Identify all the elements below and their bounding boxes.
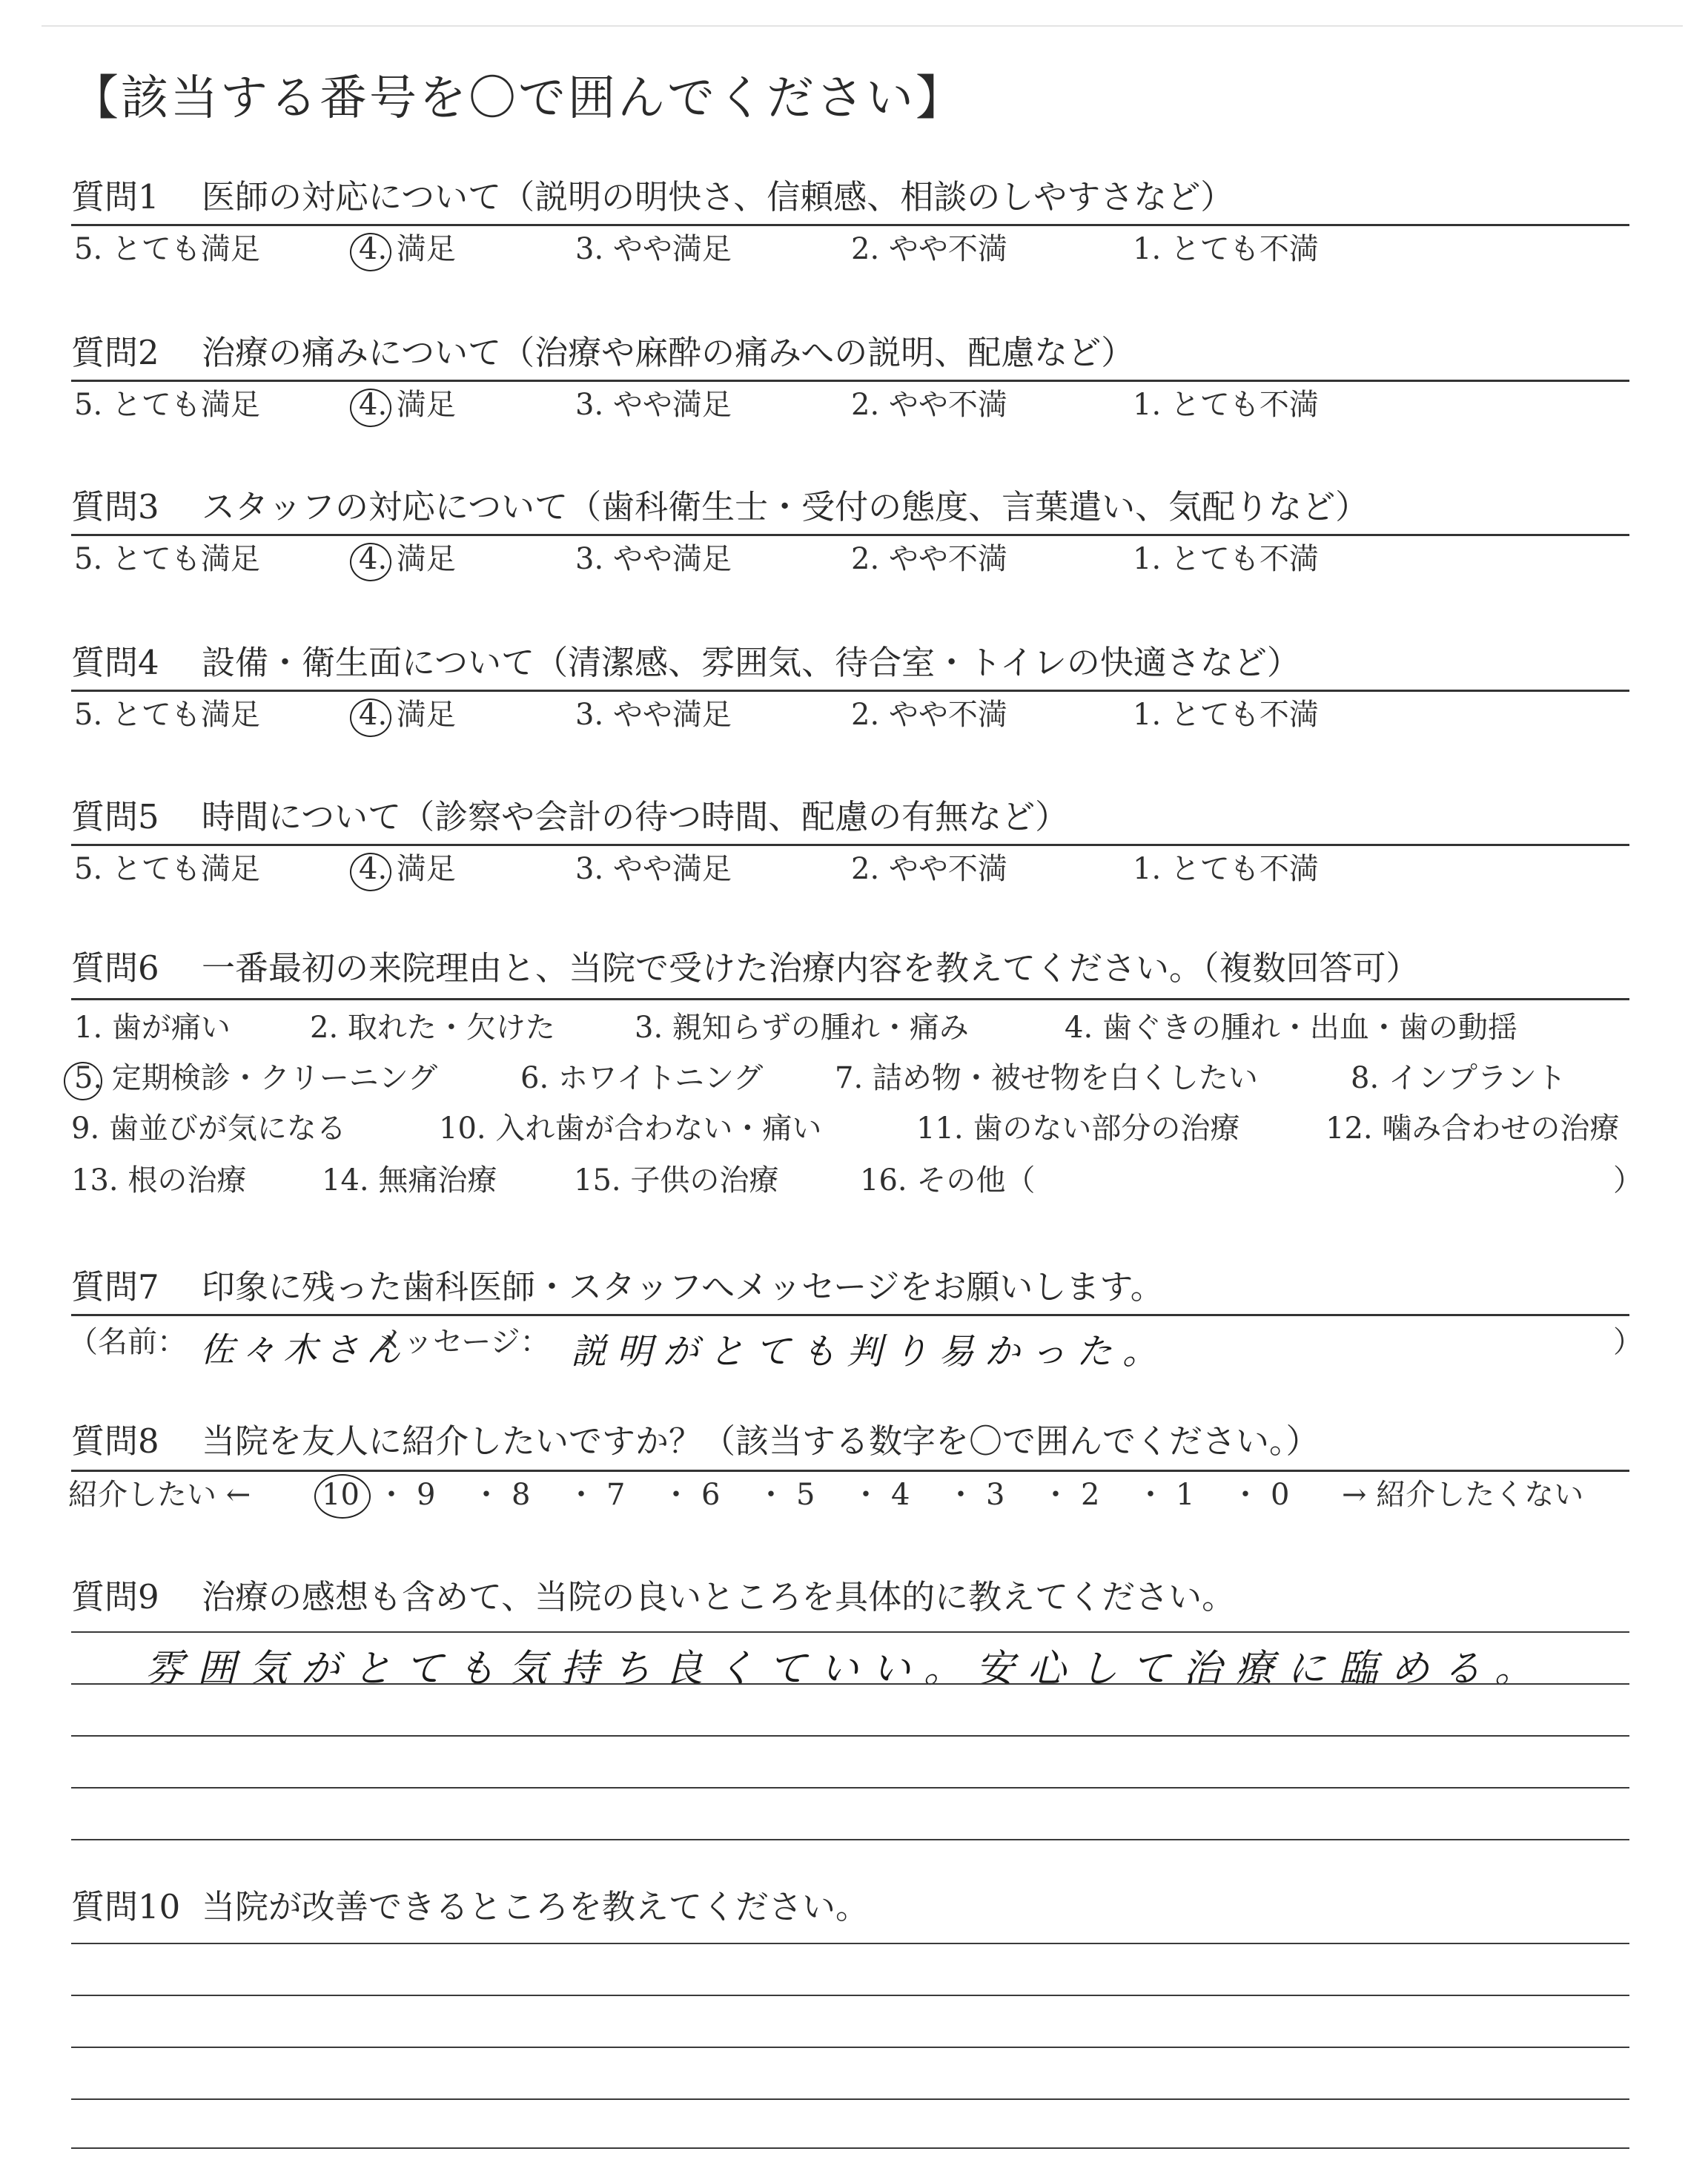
- q8-scale-value-6[interactable]: 6: [701, 1478, 721, 1512]
- q6-option-8[interactable]: 8. インプラント: [1351, 1061, 1566, 1095]
- q3-rating-option-5[interactable]: 5. とても満足: [74, 542, 260, 576]
- q8-scale-separator: ・: [377, 1478, 406, 1512]
- q6-option-3[interactable]: 3. 親知らずの腫れ・痛み: [635, 1011, 969, 1045]
- q3-rating-option-4[interactable]: 4. 満足: [359, 542, 456, 576]
- question-5-rule: [71, 844, 1629, 846]
- question-2-rule: [71, 380, 1629, 382]
- q5-rating-option-4[interactable]: 4. 満足: [359, 852, 456, 886]
- q8-scale-value-9[interactable]: 9: [417, 1478, 436, 1512]
- scan-top-edge: [42, 25, 1683, 27]
- question-text: 時間について（診察や会計の待つ時間、配慮の有無など）: [202, 797, 1069, 836]
- question-5-title: [71, 795, 1068, 839]
- q10-answer-line: [71, 1943, 1629, 1944]
- q8-left-label: 紹介したい ←: [68, 1478, 251, 1512]
- q3-rating-option-1[interactable]: 1. とても不満: [1133, 542, 1319, 576]
- q6-option-5[interactable]: 5. 定期検診・クリーニング: [74, 1061, 438, 1095]
- question-number: 質問3: [71, 487, 159, 526]
- q6-option-1[interactable]: 1. 歯が痛い: [74, 1011, 231, 1045]
- q8-selected-circle: [314, 1474, 371, 1519]
- q3-rating-option-2[interactable]: 2. やや不満: [851, 542, 1007, 576]
- q6-option-9[interactable]: 9. 歯並びが気になる: [71, 1112, 346, 1146]
- q7-name-label: （名前：: [68, 1325, 187, 1359]
- q7-close-paren: ）: [1613, 1325, 1643, 1359]
- question-6-rule: [71, 998, 1629, 1000]
- q6-option-7[interactable]: 7. 詰め物・被せ物を白くしたい: [835, 1061, 1258, 1095]
- q5-rating-option-5[interactable]: 5. とても満足: [74, 852, 260, 886]
- question-3-rule: [71, 534, 1629, 536]
- q2-rating-option-1[interactable]: 1. とても不満: [1133, 388, 1319, 422]
- q4-rating-option-2[interactable]: 2. やや不満: [851, 698, 1007, 732]
- q9-answer-line: [71, 1735, 1629, 1737]
- q2-rating-option-5[interactable]: 5. とても満足: [74, 388, 260, 422]
- q6-selected-circle: [64, 1062, 102, 1100]
- form-title: 【該当する番号を〇で囲んでください】: [71, 71, 965, 126]
- question-number: 質問1: [71, 177, 159, 217]
- question-text: 印象に残った歯科医師・スタッフへメッセージをお願いします。: [202, 1267, 1164, 1307]
- q9-answer-handwritten[interactable]: 雰囲気がとても気持ち良くていい。安心して治療に臨める。: [145, 1647, 1547, 1691]
- question-7-rule: [71, 1314, 1629, 1316]
- q10-answer-line: [71, 1995, 1629, 1996]
- question-1-rule: [71, 224, 1629, 226]
- q4-rating-option-4[interactable]: 4. 満足: [359, 698, 456, 732]
- question-number: 質問7: [71, 1267, 159, 1307]
- q8-scale-separator: ・: [1231, 1478, 1260, 1512]
- q8-scale-value-10[interactable]: 10: [322, 1478, 360, 1512]
- q2-rating-option-3[interactable]: 3. やや満足: [575, 388, 732, 422]
- q2-selected-circle: [350, 389, 391, 427]
- question-4-title: [71, 641, 1300, 685]
- q7-message-label: メッセージ：: [374, 1325, 550, 1359]
- q5-rating-option-2[interactable]: 2. やや不満: [851, 852, 1007, 886]
- question-text: 一番最初の来院理由と、当院で受けた治療内容を教えてください。（複数回答可）: [202, 948, 1420, 988]
- question-number: 質問5: [71, 797, 159, 836]
- q8-scale-separator: ・: [661, 1478, 691, 1512]
- q3-selected-circle: [350, 543, 391, 581]
- q1-rating-option-4[interactable]: 4. 満足: [359, 232, 456, 266]
- q4-rating-option-5[interactable]: 5. とても満足: [74, 698, 260, 732]
- q6-other-close-paren: ）: [1613, 1163, 1643, 1198]
- q2-rating-option-4[interactable]: 4. 満足: [359, 388, 456, 422]
- question-6-title: [71, 946, 1420, 991]
- q9-answer-line: [71, 1683, 1629, 1685]
- q8-scale-separator: ・: [471, 1478, 501, 1512]
- q8-scale-value-0[interactable]: 0: [1271, 1478, 1290, 1512]
- question-8-rule: [71, 1470, 1629, 1472]
- q4-rating-option-1[interactable]: 1. とても不満: [1133, 698, 1319, 732]
- q8-scale-value-8[interactable]: 8: [512, 1478, 531, 1512]
- q8-scale-separator: ・: [1041, 1478, 1070, 1512]
- q8-scale-separator: ・: [566, 1478, 596, 1512]
- question-number: 質問9: [71, 1577, 159, 1616]
- q1-rating-option-2[interactable]: 2. やや不満: [851, 232, 1007, 266]
- q1-rating-option-3[interactable]: 3. やや満足: [575, 232, 732, 266]
- q6-option-4[interactable]: 4. 歯ぐきの腫れ・出血・歯の動揺: [1065, 1011, 1517, 1045]
- q1-selected-circle: [350, 233, 391, 271]
- q8-scale-value-5[interactable]: 5: [796, 1478, 815, 1512]
- question-number: 質問4: [71, 643, 159, 682]
- question-number: 質問8: [71, 1421, 159, 1461]
- q10-answer-line: [71, 2147, 1629, 2149]
- q5-rating-option-3[interactable]: 3. やや満足: [575, 852, 732, 886]
- q3-rating-option-3[interactable]: 3. やや満足: [575, 542, 732, 576]
- q6-option-14[interactable]: 14. 無痛治療: [322, 1163, 497, 1198]
- question-number: 質問6: [71, 948, 159, 988]
- q1-rating-option-5[interactable]: 5. とても満足: [74, 232, 260, 266]
- q8-scale-value-4[interactable]: 4: [891, 1478, 910, 1512]
- q10-answer-line: [71, 2098, 1629, 2100]
- question-text: 治療の痛みについて（治療や麻酔の痛みへの説明、配慮など）: [202, 333, 1135, 372]
- q5-selected-circle: [350, 853, 391, 891]
- question-text: 治療の感想も含めて、当院の良いところを具体的に教えてください。: [202, 1577, 1236, 1616]
- q9-answer-line: [71, 1787, 1629, 1789]
- question-text: 当院が改善できるところを教えてください。: [202, 1887, 870, 1926]
- q7-message-handwritten[interactable]: 説明がとても判り易かった。: [571, 1331, 1169, 1373]
- q8-scale-value-7[interactable]: 7: [606, 1478, 626, 1512]
- q8-scale-value-2[interactable]: 2: [1081, 1478, 1100, 1512]
- question-1-title: [71, 175, 1234, 219]
- question-number: 質問10: [71, 1887, 181, 1926]
- q6-option-13[interactable]: 13. 根の治療: [71, 1163, 247, 1198]
- question-4-rule: [71, 690, 1629, 692]
- q8-scale-separator: ・: [756, 1478, 786, 1512]
- question-text: スタッフの対応について（歯科衛生士・受付の態度、言葉遣い、気配りなど）: [202, 487, 1369, 526]
- q4-selected-circle: [350, 698, 391, 737]
- question-10-title: [71, 1885, 869, 1929]
- question-text: 医師の対応について（説明の明快さ、信頼感、相談のしやすさなど）: [202, 177, 1234, 217]
- q7-name-handwritten[interactable]: 佐々木さん: [200, 1330, 408, 1370]
- question-7-title: [71, 1265, 1164, 1309]
- q4-rating-option-3[interactable]: 3. やや満足: [575, 698, 732, 732]
- q8-scale-separator: ・: [1136, 1478, 1165, 1512]
- q8-scale-value-1[interactable]: 1: [1176, 1478, 1195, 1512]
- q6-option-10[interactable]: 10. 入れ歯が合わない・痛い: [439, 1112, 822, 1146]
- q9-answer-line: [71, 1839, 1629, 1840]
- q6-option-11[interactable]: 11. 歯のない部分の治療: [916, 1112, 1240, 1146]
- question-8-title: [71, 1419, 1320, 1464]
- question-text: 設備・衛生面について（清潔感、雰囲気、待合室・トイレの快適さなど）: [202, 643, 1300, 682]
- q5-rating-option-1[interactable]: 1. とても不満: [1133, 852, 1319, 886]
- q6-option-15[interactable]: 15. 子供の治療: [574, 1163, 779, 1198]
- q8-scale-separator: ・: [851, 1478, 881, 1512]
- q9-answer-line: [71, 1631, 1629, 1633]
- question-text: 当院を友人に紹介したいですか？（該当する数字を〇で囲んでください。）: [202, 1421, 1320, 1461]
- q8-right-label: → 紹介したくない: [1342, 1478, 1584, 1512]
- q8-scale-value-3[interactable]: 3: [986, 1478, 1005, 1512]
- q6-option-6[interactable]: 6. ホワイトニング: [520, 1061, 764, 1095]
- question-9-title: [71, 1575, 1235, 1619]
- q8-scale-separator: ・: [946, 1478, 976, 1512]
- q6-option-2[interactable]: 2. 取れた・欠けた: [310, 1011, 555, 1045]
- q6-option-16[interactable]: 16. その他（: [860, 1163, 1036, 1198]
- q2-rating-option-2[interactable]: 2. やや不満: [851, 388, 1007, 422]
- q10-answer-line: [71, 2047, 1629, 2048]
- question-2-title: [71, 331, 1134, 375]
- question-3-title: [71, 485, 1368, 529]
- question-number: 質問2: [71, 333, 159, 372]
- q1-rating-option-1[interactable]: 1. とても不満: [1133, 232, 1319, 266]
- q6-option-12[interactable]: 12. 噛み合わせの治療: [1325, 1112, 1620, 1146]
